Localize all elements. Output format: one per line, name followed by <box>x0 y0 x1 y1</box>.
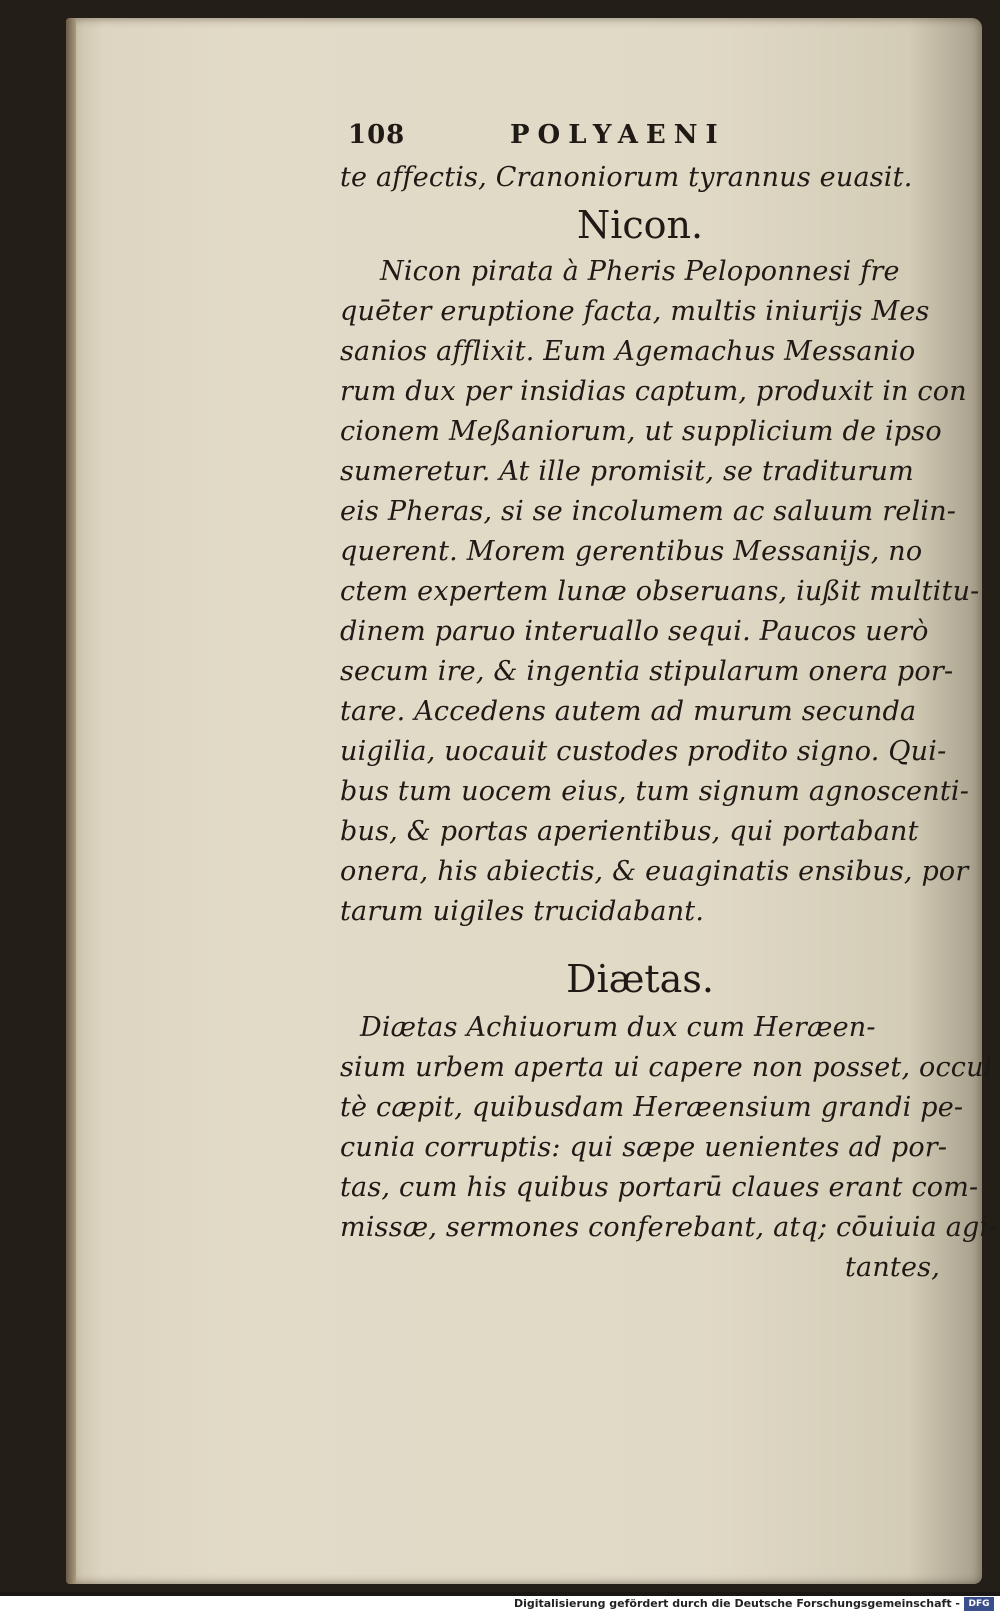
text-line: bus, & portas aperientibus, qui portabant <box>340 816 919 847</box>
text-line: tare. Accedens autem ad murum secunda <box>340 696 917 727</box>
text-line: Nicon pirata à Pheris Peloponnesi fre <box>380 256 900 287</box>
text-line: Diætas Achiuorum dux cum Heræen- <box>360 1012 876 1043</box>
funding-credit: Digitalisierung gefördert durch die Deutsche Forschungsgemeinschaft - <box>513 1597 960 1610</box>
page-gutter-edge <box>66 18 76 1584</box>
text-line: quēter eruptione facta, multis iniurijs Mes <box>340 296 930 327</box>
text-line: cionem Meßaniorum, ut supplicium de ipso <box>340 416 942 447</box>
text-line: missæ, sermones conferebant, atq; cōuiuia agi- <box>340 1212 998 1243</box>
running-title: POLYAENI <box>510 120 726 150</box>
text-line: sumeretur. At ille promisit, se traditurum <box>340 456 914 487</box>
page-number: 108 <box>348 120 406 150</box>
text-line: eis Pheras, si se incolumem ac saluum relin- <box>340 496 957 527</box>
text-line: bus tum uocem eius, tum signum agnoscenti- <box>340 776 970 807</box>
text-line: ctem expertem lunæ obseruans, iußit multitu- <box>340 576 980 607</box>
section-title-nicon: Nicon. <box>576 203 704 247</box>
running-head <box>340 118 940 154</box>
text-line: dinem paruo interuallo sequi. Paucos uerò <box>340 616 929 647</box>
text-line: onera, his abiectis, & euaginatis ensibus, por <box>340 856 969 887</box>
text-line: tè cæpit, quibusdam Heræensium grandi pe- <box>340 1092 964 1123</box>
text-line: uigilia, uocauit custodes prodito signo. Qui- <box>340 736 947 767</box>
text-line: secum ire, & ingentia stipularum onera por- <box>340 656 954 687</box>
section-title-diaetas: Diætas. <box>566 957 714 1001</box>
text-line: cunia corruptis: qui sæpe uenientes ad por- <box>340 1132 948 1163</box>
text-line: tarum uigiles trucidabant. <box>340 896 705 927</box>
text-line: sium urbem aperta ui capere non posset, occul <box>340 1052 993 1083</box>
dfg-logo-icon: DFG <box>964 1597 994 1611</box>
text-line: tas, cum his quibus portarū claues erant com- <box>340 1172 979 1203</box>
catchword: tantes, <box>844 1252 940 1283</box>
text-line: sanios afflixit. Eum Agemachus Messanio <box>340 336 916 367</box>
digitization-footer <box>0 1596 1000 1613</box>
text-line: querent. Morem gerentibus Messanijs, no <box>340 536 923 567</box>
carry-over-line: te affectis, Cranoniorum tyrannus euasit. <box>340 162 913 193</box>
text-line: rum dux per insidias captum, produxit in con <box>340 376 967 407</box>
